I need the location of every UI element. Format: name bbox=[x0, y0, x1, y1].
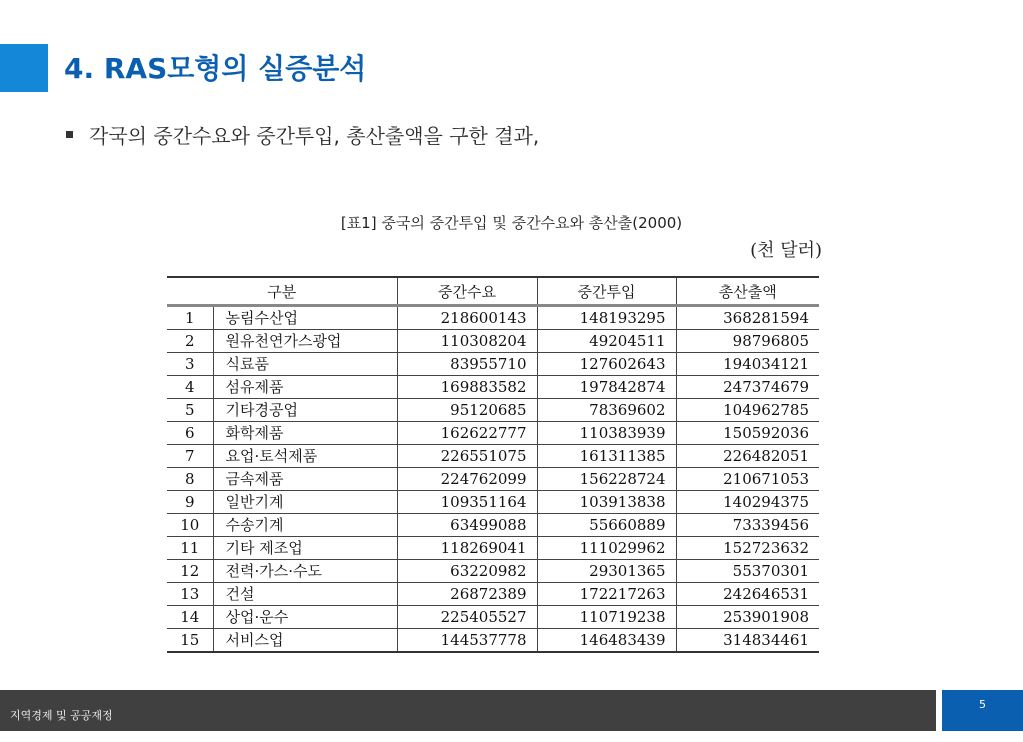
intermediate-demand-cell: 226551075 bbox=[397, 445, 537, 468]
total-output-cell: 368281594 bbox=[676, 306, 819, 330]
row-number-cell: 4 bbox=[167, 376, 213, 399]
intermediate-input-cell: 148193295 bbox=[537, 306, 676, 330]
total-output-cell: 150592036 bbox=[676, 422, 819, 445]
intermediate-input-cell: 111029962 bbox=[537, 537, 676, 560]
intermediate-demand-cell: 83955710 bbox=[397, 353, 537, 376]
intermediate-input-cell: 156228724 bbox=[537, 468, 676, 491]
footer-bar bbox=[0, 690, 936, 731]
total-output-cell: 242646531 bbox=[676, 583, 819, 606]
industry-name-cell: 기타경공업 bbox=[213, 399, 397, 422]
total-output-cell: 226482051 bbox=[676, 445, 819, 468]
industry-name-cell: 원유천연가스광업 bbox=[213, 330, 397, 353]
industry-name-cell: 섬유제품 bbox=[213, 376, 397, 399]
total-output-cell: 194034121 bbox=[676, 353, 819, 376]
row-number-cell: 5 bbox=[167, 399, 213, 422]
row-number-cell: 8 bbox=[167, 468, 213, 491]
intermediate-demand-cell: 118269041 bbox=[397, 537, 537, 560]
total-output-cell: 152723632 bbox=[676, 537, 819, 560]
header-intermediate-input: 중간투입 bbox=[537, 277, 676, 306]
intermediate-input-cell: 49204511 bbox=[537, 330, 676, 353]
table-row bbox=[167, 537, 819, 560]
row-number-cell: 3 bbox=[167, 353, 213, 376]
header-intermediate-demand: 중간수요 bbox=[397, 277, 537, 306]
total-output-cell: 55370301 bbox=[676, 560, 819, 583]
table-row bbox=[167, 560, 819, 583]
data-table bbox=[167, 276, 819, 653]
table-row bbox=[167, 376, 819, 399]
table-body bbox=[167, 306, 819, 653]
table-row bbox=[167, 422, 819, 445]
intermediate-input-cell: 29301365 bbox=[537, 560, 676, 583]
bullet-square-icon bbox=[66, 131, 73, 138]
intermediate-input-cell: 55660889 bbox=[537, 514, 676, 537]
table-row bbox=[167, 468, 819, 491]
total-output-cell: 104962785 bbox=[676, 399, 819, 422]
table-row bbox=[167, 353, 819, 376]
table-row bbox=[167, 629, 819, 653]
row-number-cell: 14 bbox=[167, 606, 213, 629]
row-number-cell: 10 bbox=[167, 514, 213, 537]
intermediate-demand-cell: 109351164 bbox=[397, 491, 537, 514]
intermediate-input-cell: 110383939 bbox=[537, 422, 676, 445]
row-number-cell: 7 bbox=[167, 445, 213, 468]
intermediate-demand-cell: 225405527 bbox=[397, 606, 537, 629]
intermediate-demand-cell: 63499088 bbox=[397, 514, 537, 537]
row-number-cell: 15 bbox=[167, 629, 213, 653]
table-row bbox=[167, 514, 819, 537]
intermediate-demand-cell: 169883582 bbox=[397, 376, 537, 399]
table-row bbox=[167, 306, 819, 330]
row-number-cell: 12 bbox=[167, 560, 213, 583]
table-row bbox=[167, 445, 819, 468]
industry-name-cell: 건설 bbox=[213, 583, 397, 606]
industry-name-cell: 상업·운수 bbox=[213, 606, 397, 629]
intermediate-input-cell: 127602643 bbox=[537, 353, 676, 376]
intermediate-input-cell: 161311385 bbox=[537, 445, 676, 468]
row-number-cell: 11 bbox=[167, 537, 213, 560]
total-output-cell: 247374679 bbox=[676, 376, 819, 399]
intermediate-input-cell: 197842874 bbox=[537, 376, 676, 399]
total-output-cell: 73339456 bbox=[676, 514, 819, 537]
table-row bbox=[167, 491, 819, 514]
intermediate-demand-cell: 224762099 bbox=[397, 468, 537, 491]
row-number-cell: 2 bbox=[167, 330, 213, 353]
intermediate-demand-cell: 95120685 bbox=[397, 399, 537, 422]
intermediate-demand-cell: 144537778 bbox=[397, 629, 537, 653]
row-number-cell: 6 bbox=[167, 422, 213, 445]
title-accent-block bbox=[0, 44, 48, 92]
industry-name-cell: 서비스업 bbox=[213, 629, 397, 653]
intermediate-demand-cell: 218600143 bbox=[397, 306, 537, 330]
total-output-cell: 314834461 bbox=[676, 629, 819, 653]
total-output-cell: 253901908 bbox=[676, 606, 819, 629]
slide-title: 4. RAS모형의 실증분석 bbox=[64, 52, 367, 85]
bullet-text: 각국의 중간수요와 중간투입, 총산출액을 구한 결과, bbox=[89, 123, 540, 148]
intermediate-demand-cell: 162622777 bbox=[397, 422, 537, 445]
intermediate-demand-cell: 110308204 bbox=[397, 330, 537, 353]
intermediate-demand-cell: 26872389 bbox=[397, 583, 537, 606]
page-number: 5 bbox=[979, 698, 986, 711]
intermediate-input-cell: 172217263 bbox=[537, 583, 676, 606]
industry-name-cell: 기타 제조업 bbox=[213, 537, 397, 560]
table-caption: [표1] 중국의 중간투입 및 중간수요와 총산출(2000) bbox=[340, 214, 683, 232]
row-number-cell: 1 bbox=[167, 306, 213, 330]
industry-name-cell: 요업·토석제품 bbox=[213, 445, 397, 468]
industry-name-cell: 금속제품 bbox=[213, 468, 397, 491]
total-output-cell: 98796805 bbox=[676, 330, 819, 353]
total-output-cell: 140294375 bbox=[676, 491, 819, 514]
row-number-cell: 13 bbox=[167, 583, 213, 606]
total-output-cell: 210671053 bbox=[676, 468, 819, 491]
intermediate-input-cell: 146483439 bbox=[537, 629, 676, 653]
bullet-point bbox=[66, 117, 539, 151]
table-header-row bbox=[167, 277, 819, 306]
header-total-output: 총산출액 bbox=[676, 277, 819, 306]
industry-name-cell: 화학제품 bbox=[213, 422, 397, 445]
industry-name-cell: 전력·가스·수도 bbox=[213, 560, 397, 583]
industry-name-cell: 수송기계 bbox=[213, 514, 397, 537]
intermediate-input-cell: 103913838 bbox=[537, 491, 676, 514]
table-unit-label: (천 달러) bbox=[750, 240, 822, 261]
industry-name-cell: 일반기계 bbox=[213, 491, 397, 514]
table-row bbox=[167, 330, 819, 353]
intermediate-input-cell: 78369602 bbox=[537, 399, 676, 422]
table-row bbox=[167, 606, 819, 629]
header-category: 구분 bbox=[267, 282, 297, 301]
footer-text: 지역경제 및 공공재정 bbox=[10, 709, 113, 722]
page-number-box bbox=[942, 690, 1023, 731]
industry-name-cell: 식료품 bbox=[213, 353, 397, 376]
row-number-cell: 9 bbox=[167, 491, 213, 514]
table-row bbox=[167, 399, 819, 422]
intermediate-input-cell: 110719238 bbox=[537, 606, 676, 629]
intermediate-demand-cell: 63220982 bbox=[397, 560, 537, 583]
table-row bbox=[167, 583, 819, 606]
industry-name-cell: 농림수산업 bbox=[213, 306, 397, 330]
